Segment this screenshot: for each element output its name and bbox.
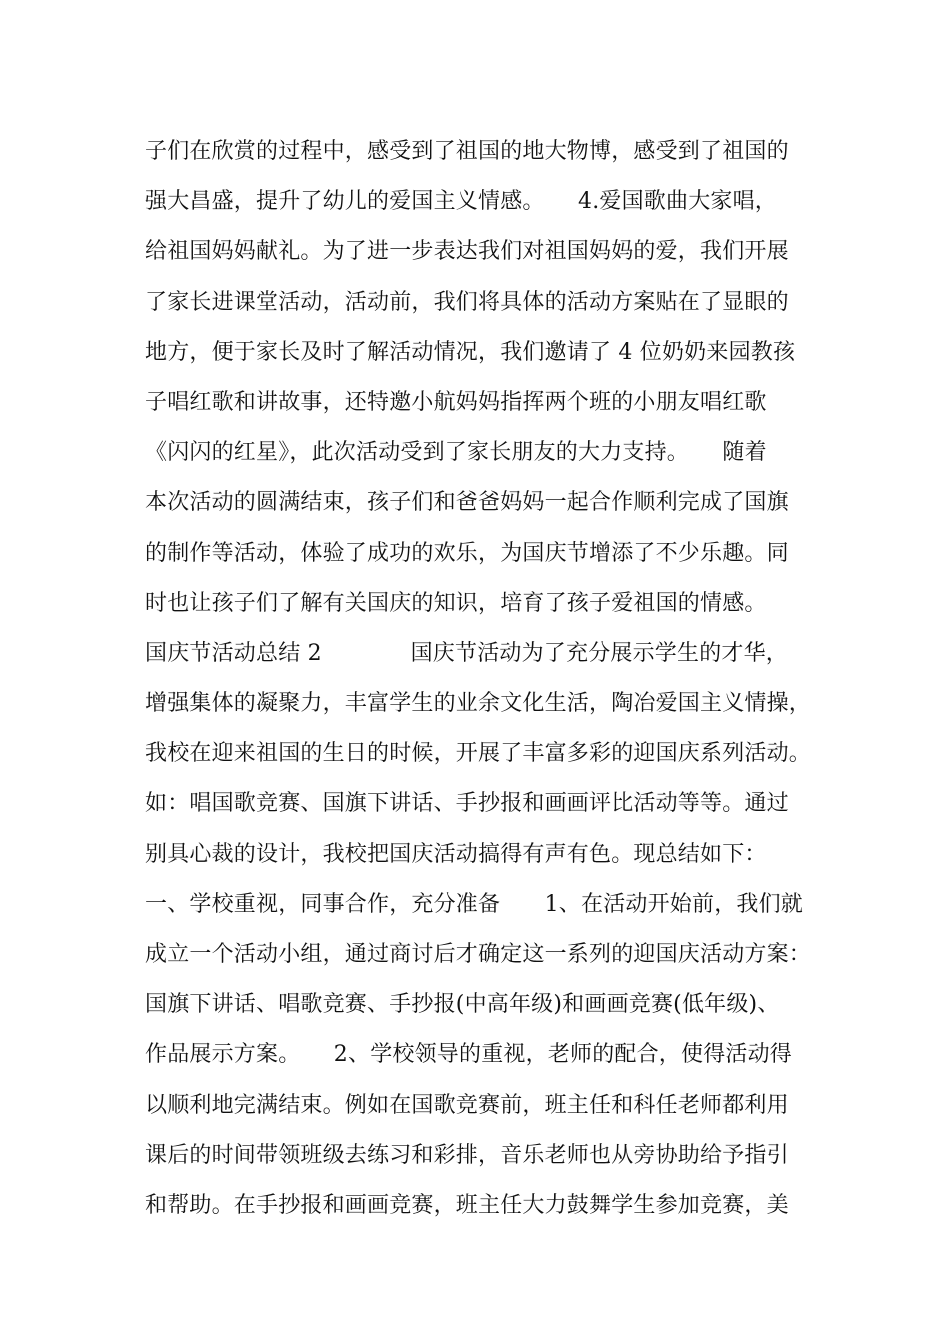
text-line: 增强集体的凝聚力，丰富学生的业余文化生活，陶冶爱国主义情操， [145,691,812,717]
text-line: 国旗下讲话、唱歌竞赛、手抄报(中高年级)和画画竞赛(低年级)、 [145,992,780,1018]
text-line: 强大昌盛，提升了幼儿的爱国主义情感。 4.爱国歌曲大家唱， [145,189,777,215]
text-line: 和帮助。在手抄报和画画竞赛，班主任大力鼓舞学生参加竞赛，美 [145,1192,789,1218]
section-heading-line: 国庆节活动总结 2 国庆节活动为了充分展示学生的才华， [145,640,788,666]
text-line: 一、学校重视，同事合作，充分准备 1、在活动开始前，我们就 [145,891,803,917]
text-line: 成立一个活动小组，通过商讨后才确定这一系列的迎国庆活动方案： [145,942,812,967]
text-line: 如：唱国歌竞赛、国旗下讲话、手抄报和画画评比活动等等。通过 [145,791,789,817]
text-line: 以顺利地完满结束。例如在国歌竞赛前，班主任和科任老师都利用 [145,1092,789,1118]
text-line: 的制作等活动，体验了成功的欢乐，为国庆节增添了不少乐趣。同 [145,540,789,566]
text-line: 《闪闪的红星》，此次活动受到了家长朋友的大力支持。 随着 [145,440,767,466]
text-line: 本次活动的圆满结束，孩子们和爸爸妈妈一起合作顺利完成了国旗 [145,490,789,516]
text-line: 子们在欣赏的过程中，感受到了祖国的地大物博，感受到了祖国的 [145,139,789,164]
text-line: 我校在迎来祖国的生日的时候，开展了丰富多彩的迎国庆系列活动。 [145,741,812,767]
text-line: 课后的时间带领班级去练习和彩排，音乐老师也从旁协助给予指引 [145,1142,789,1168]
body-text [145,134,825,1238]
text-line: 作品展示方案。 2、学校领导的重视，老师的配合，使得活动得 [145,1042,792,1068]
text-line: 子唱红歌和讲故事，还特邀小航妈妈指挥两个班的小朋友唱红歌 [145,389,767,415]
text-line: 地方，便于家长及时了解活动情况，我们邀请了 4 位奶奶来园教孩 [145,339,796,365]
text-line: 了家长进课堂活动，活动前，我们将具体的活动方案贴在了显眼的 [145,289,789,315]
text-line: 时也让孩子们了解有关国庆的知识，培育了孩子爱祖国的情感。 [145,590,767,616]
text-line: 给祖国妈妈献礼。为了进一步表达我们对祖国妈妈的爱，我们开展 [145,239,789,265]
text-line: 别具心裁的设计，我校把国庆活动搞得有声有色。现总结如下： [145,841,767,867]
